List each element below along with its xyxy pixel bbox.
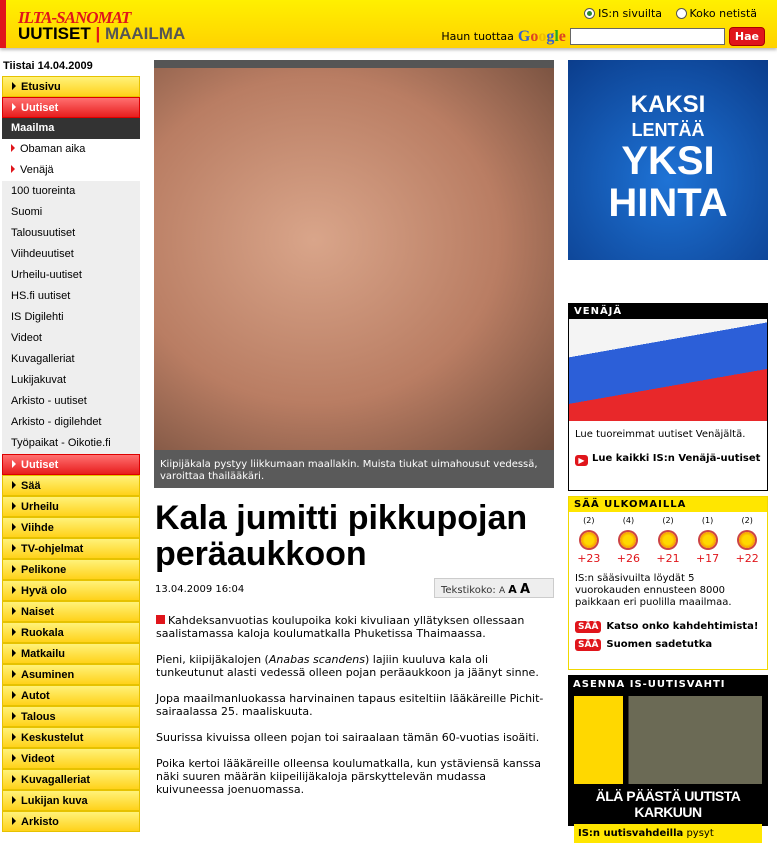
triangle-right-icon [12,733,16,741]
sidebar-item[interactable] [2,391,140,412]
temperature: +17 [695,552,720,565]
sun-icon [660,532,676,548]
triangle-right-icon [11,144,15,152]
sidebar-item[interactable] [2,160,140,181]
text-size-label: Tekstikoko: [441,585,496,596]
bold-text: IS:n uutisvahdeilla [578,828,684,839]
sidebar-item[interactable] [2,286,140,307]
triangle-right-icon [12,481,16,489]
sidebar-item[interactable] [2,76,140,97]
wind-icon: (2) [662,516,674,525]
ad-text: KAKSI [630,91,706,118]
sidebar-item[interactable] [2,727,140,748]
arrow-right-icon: ▶ [575,455,588,466]
article-timestamp: 13.04.2009 16:04 [155,584,245,595]
article-body [156,614,556,809]
saa-badge: SÄÄ [575,639,601,651]
sun-icon [620,532,636,548]
russia-text: Lue tuoreimmat uutiset Venäjältä. [575,429,746,440]
saa-badge: SÄÄ [575,621,601,633]
text-size-large[interactable]: A [520,582,531,597]
sidebar-item-label: Videot [21,753,55,765]
search-input[interactable] [570,28,725,45]
triangle-right-icon [12,670,16,678]
sidebar-item-label: Asuminen [21,669,75,681]
uutisvahti-slogan: ÄLÄ PÄÄSTÄ UUTISTA KARKUUN [595,788,741,820]
triangle-right-icon [12,754,16,762]
radio-icon[interactable] [584,8,595,19]
sidebar-item-label: Arkisto - digilehdet [11,416,102,428]
sidebar-item-label: Keskustelut [21,732,84,744]
sidebar-item-label: Ruokala [21,627,64,639]
wind-speed: 2 [586,516,592,525]
bullet-square-icon [156,615,165,624]
triangle-right-icon [12,628,16,636]
article-paragraph: Jopa maailmanluokassa harvinainen tapaus esiteltiin lääkäreille Pichit-sairaalassa 25. maaliskuuta. [156,692,544,718]
triangle-right-icon [12,607,16,615]
forecast-item[interactable] [617,516,640,565]
sidebar-item-label: Hyvä olo [21,585,67,597]
sidebar-item-label: TV-ohjelmat [21,543,84,555]
sidebar-item-label: Lukijakuvat [11,374,67,386]
forecast-item[interactable] [736,516,759,565]
sidebar-item[interactable] [2,706,140,727]
sidebar-item-label: Obaman aika [20,143,86,155]
sidebar-item[interactable] [2,475,140,496]
sidebar-item-label: Uutiset [21,459,59,471]
sidebar-item[interactable] [2,244,140,265]
sidebar-item-label: Urheilu [21,501,59,513]
article-lead [156,614,556,640]
sidebar-item[interactable] [2,370,140,391]
sidebar-nav [2,76,140,832]
radio-label: IS:n sivuilta [598,7,662,20]
wind-speed: 2 [665,516,671,525]
triangle-right-icon [12,103,16,111]
article-title: Kala jumitti pikkupojan peräaukkoon [155,499,528,573]
link-text[interactable]: Lue kaikki IS:n Venäjä-uutiset [592,453,761,464]
sidebar-item[interactable] [2,433,140,454]
sidebar-item[interactable] [2,559,140,580]
triangle-right-icon [12,544,16,552]
sun-icon [700,532,716,548]
text-size-small[interactable]: A [498,586,506,596]
brand-logo[interactable]: ILTA-SANOMAT [18,8,131,27]
sidebar-item-label: IS Digilehti [11,311,64,323]
sidebar-item-label: 100 tuoreinta [11,185,76,197]
sidebar-item-label: Autot [21,690,50,702]
radio-web[interactable] [676,7,758,20]
sidebar-item-label: Venäjä [20,164,54,176]
sidebar-item-label: HS.fi uutiset [11,290,71,302]
sidebar-item[interactable] [2,307,140,328]
sidebar-item-label: Uutiset [21,102,59,114]
weather-heading: SÄÄ ULKOMAILLA [569,497,767,512]
triangle-right-icon [12,712,16,720]
triangle-right-icon [12,586,16,594]
radio-site[interactable] [584,7,662,20]
sidebar-item[interactable] [2,643,140,664]
sidebar-item[interactable] [2,496,140,517]
sidebar-item-label: Kuvagalleriat [11,353,75,365]
ad-text: YKSI [621,139,715,183]
site-header [0,0,777,48]
sidebar-item-label: Etusivu [21,81,61,93]
uutisvahti-heading: ASENNA IS-UUTISVAHTI [568,675,768,692]
temperature: +21 [656,552,680,565]
sidebar-item-label: Sää [21,480,41,492]
triangle-right-icon [12,775,16,783]
wind-speed: 1 [705,516,711,525]
article-paragraph: Poika kertoi lääkäreille olleensa koulumatkalla, kun ystäviensä kanssa näki suuren määrän kiipeilijäkaloja pärskyttelevän mudassa kuivuneessa joenuomassa. [156,757,541,796]
forecast-item[interactable] [696,516,719,565]
text: Pieni, kiipijäkalojen ( [156,653,269,666]
weather-link-2[interactable] [569,637,767,651]
triangle-right-icon [12,523,16,531]
sidebar-item-label: Viihdeuutiset [11,248,74,260]
sidebar-item[interactable] [2,139,140,160]
sidebar-item[interactable] [2,517,140,538]
article-photo[interactable] [154,60,554,450]
triangle-right-icon [12,796,16,804]
sidebar-item-label: Naiset [21,606,55,618]
triangle-right-icon [12,817,16,825]
sidebar-item[interactable] [2,349,140,370]
wind-icon: (2) [583,516,595,525]
uutisvahti-text [574,824,762,843]
wind-icon: (2) [741,516,753,525]
sidebar-item-label: Matkailu [21,648,66,660]
weather-link-1[interactable] [569,613,767,633]
sidebar-item[interactable] [2,97,140,118]
sidebar-item[interactable] [2,580,140,601]
sidebar-item[interactable] [2,223,140,244]
radio-label: Koko netistä [689,7,757,20]
sun-icon [739,532,755,548]
sidebar-item-label: Urheilu-uutiset [11,269,82,281]
google-logo: Google [517,27,566,45]
lead-text: Kahdeksanvuotias koulupoika koki kivuliaan yllätyksen ollessaan saalistamassa kaloja koulumatkalla Phuketissa Thaimaassa. [156,614,525,640]
sidebar-item-label: Pelikone [21,564,67,576]
weather-box [568,496,768,670]
text-size-medium[interactable]: A [508,583,517,596]
triangle-right-icon [12,502,16,510]
sidebar-item[interactable] [2,601,140,622]
current-date: Tiistai 14.04.2009 [3,60,93,72]
sidebar-item-label: Viihde [21,522,54,534]
wind-speed: 4 [625,516,631,525]
article-paragraph [156,653,556,679]
flight-ad-banner[interactable] [568,60,768,260]
wind-icon: (4) [622,516,635,525]
wind-icon: (1) [701,516,714,525]
photo-caption: Kiipijäkala pystyy liikkumaan maallakin. Muista tiukat uimahousut vedessä, varoittaa thailääkäri. [154,450,554,488]
triangle-right-icon [12,691,16,699]
text: pysyt [683,828,714,839]
radio-icon[interactable] [676,8,687,19]
text-size-control [434,578,554,598]
weather-text: IS:n sääsivuilta löydät 5 vuorokauden ennusteen 8000 paikkaan eri puolilla maailmaa. [575,573,732,608]
sidebar-item-label: Talous [21,711,56,723]
sidebar-item-label: Työpaikat - Oikotie.fi [11,437,111,449]
triangle-right-icon [12,649,16,657]
sidebar-item[interactable] [2,454,140,475]
ad-text: HINTA [608,181,728,225]
link-text[interactable]: Katso onko kahdehtimista! [606,621,759,632]
sidebar-item[interactable] [2,118,140,139]
russia-box [568,303,768,491]
subsection-link[interactable]: MAAILMA [104,24,186,43]
sidebar-item-label: Arkisto - uutiset [11,395,87,407]
sidebar-item[interactable] [2,790,140,811]
link-text[interactable]: Suomen sadetutka [606,639,713,650]
temperature: +26 [616,552,640,565]
russia-link[interactable] [569,445,767,466]
forecast-item[interactable] [577,516,600,565]
triangle-right-icon [12,565,16,573]
russia-heading: VENÄJÄ [569,304,767,319]
sidebar-item[interactable] [2,622,140,643]
sidebar-item-label: Maailma [11,122,55,134]
temperature: +23 [577,552,601,565]
sidebar-item[interactable] [2,664,140,685]
sidebar-item-label: Talousuutiset [11,227,76,239]
sidebar-item[interactable] [2,685,140,706]
sidebar-item-label: Arkisto [21,816,59,828]
sidebar-item-label: Videot [11,332,42,344]
search-bar [441,27,765,46]
weather-forecast [569,512,767,565]
sidebar-item-label: Suomi [11,206,43,218]
search-scope [574,7,757,20]
sidebar-item[interactable] [2,811,140,832]
article-paragraph: Suurissa kivuissa olleen pojan toi sairaalaan tämän 60-vuotias isoäiti. [156,731,540,744]
search-button[interactable]: Hae [729,27,765,46]
sidebar-item[interactable] [2,769,140,790]
forecast-item[interactable] [656,516,679,565]
sidebar-item[interactable] [2,538,140,559]
triangle-right-icon [11,165,15,173]
section-link[interactable]: UUTISET [18,24,91,43]
ad-text: LENTÄÄ [631,120,705,140]
uutisvahti-image[interactable] [574,696,762,784]
sidebar-item[interactable] [2,748,140,769]
russia-flag-image[interactable] [569,319,767,421]
uutisvahti-box[interactable] [568,675,768,839]
sidebar-item-label: Lukijan kuva [21,795,88,807]
section-title: UUTISET | MAAILMA [18,24,186,43]
sidebar-item[interactable] [2,412,140,433]
text: ) lajiin kuuluva kala oli tunkeutunut alasti vedessä olleen pojan peräaukkoon ja jäänyt sinne. [156,653,539,679]
temperature: +22 [735,552,759,565]
sidebar-item[interactable] [2,181,140,202]
sidebar-item[interactable] [2,328,140,349]
triangle-right-icon [12,82,16,90]
species-name: Anabas scandens [268,653,365,666]
sun-icon [581,532,597,548]
sidebar-item-label: Kuvagalleriat [21,774,91,786]
sidebar-item[interactable] [2,202,140,223]
wind-speed: 2 [744,516,750,525]
search-provider-label: Haun tuottaa [441,30,514,43]
sidebar-item[interactable] [2,265,140,286]
triangle-right-icon [12,460,16,468]
